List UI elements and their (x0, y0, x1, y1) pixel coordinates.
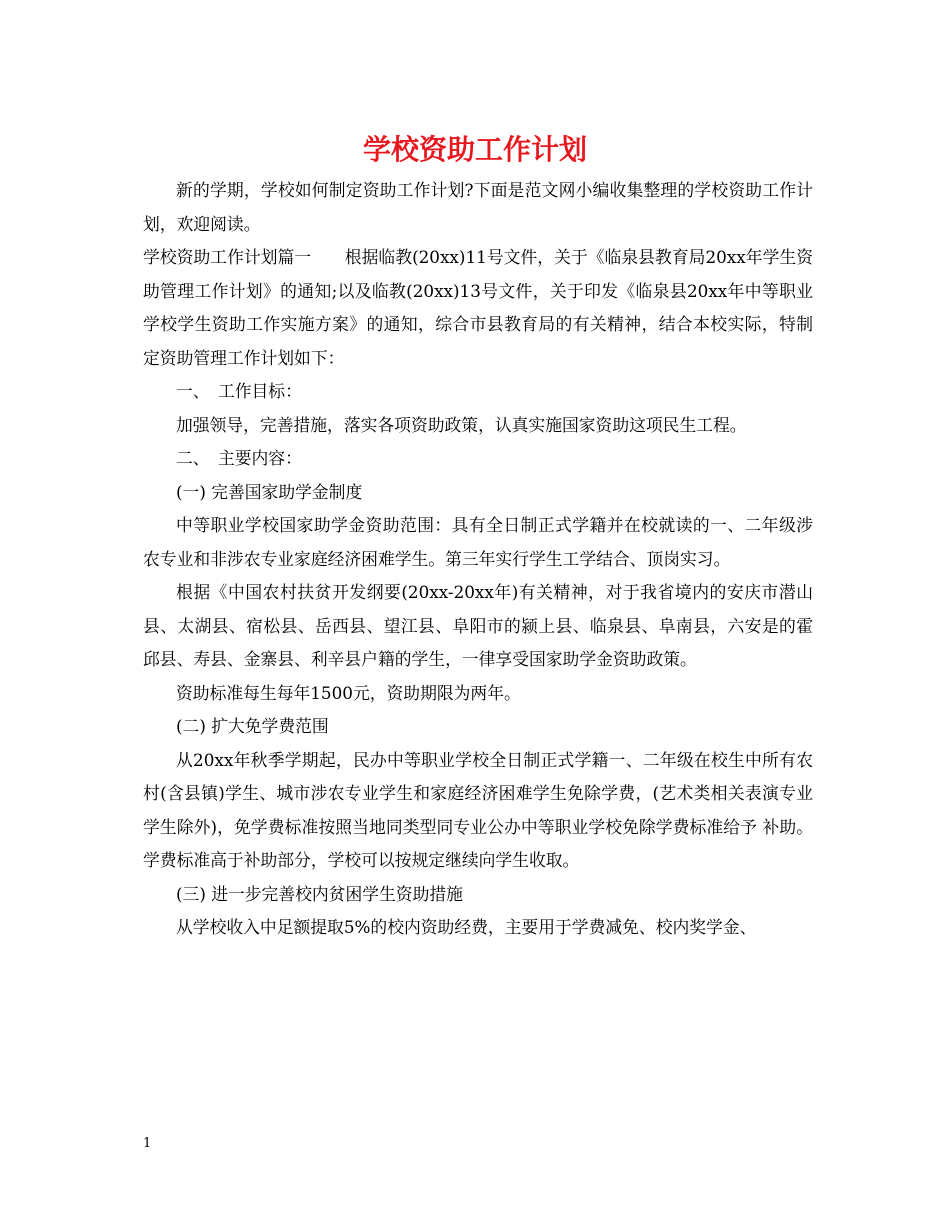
grant-standard-paragraph: 资助标准每生每年1500元，资助期限为两年。 (176, 682, 521, 703)
goals-paragraph: 加强领导，完善措施，落实各项资助政策，认真实施国家资助这项民生工程。 (176, 414, 747, 435)
section-1-paragraph: 学校资助工作计划篇一 根据临教(20xx)11号文件，关于《临泉县教育局20xx年学生资助管理工作计划》的通知;以及临教(20xx)13号文件，关于印发《临泉县20xx年中等职业学校学生资助工作实施方案》的通知，综合市县教育局的有关精神，结合本校实际，特制定资助管理工作计划如下： (143, 247, 813, 368)
heading-goals: 一、 工作目标： (176, 381, 302, 401)
intro-paragraph: 新的学期，学校如何制定资助工作计划?下面是范文网小编收集整理的学校资助工作计划，欢迎阅读。 (143, 180, 813, 234)
tuition-exemption-paragraph: 从20xx年秋季学期起，民办中等职业学校全日制正式学籍一、二年级在校生中所有农村(含县镇)学生、城市涉农专业学生和家庭经济困难学生免除学费，(艺术类相关表演专业学生除外)，免学费标准按照当地同类型同专业公办中等职业学校免除学费标准给予 补助。学费标准高于补助部分，学校可以按规定继续向学生收取。 (143, 749, 813, 870)
heading-main-content: 二、 主要内容： (176, 448, 302, 468)
document-body (143, 174, 813, 945)
grant-scope-paragraph: 中等职业学校国家助学金资助范围：具有全日制正式学籍并在校就读的一、二年级涉农专业和非涉农专业家庭经济困难学生。第三年实行学生工学结合、顶岗实习。 (143, 515, 813, 569)
poverty-policy-paragraph: 根据《中国农村扶贫开发纲要(20xx-20xx年)有关精神，对于我省境内的安庆市潜山县、太湖县、宿松县、岳西县、望江县、阜阳市的颍上县、临泉县、阜南县，六安是的霍邱县、寿县、金寨县、利辛县户籍的学生，一律享受国家助学金资助政策。 (143, 582, 813, 669)
subheading-tuition-exemption: (二) 扩大免学费范围 (176, 716, 329, 736)
page-title: 学校资助工作计划 (362, 133, 587, 166)
page-number: 1 (143, 1136, 152, 1151)
subheading-grant-system: (一) 完善国家助学金制度 (176, 481, 363, 502)
school-aid-paragraph: 从学校收入中足额提取5%的校内资助经费，主要用于学费减免、校内奖学金、 (176, 917, 757, 937)
subheading-school-aid: (三) 进一步完善校内贫困学生资助措施 (176, 883, 463, 904)
